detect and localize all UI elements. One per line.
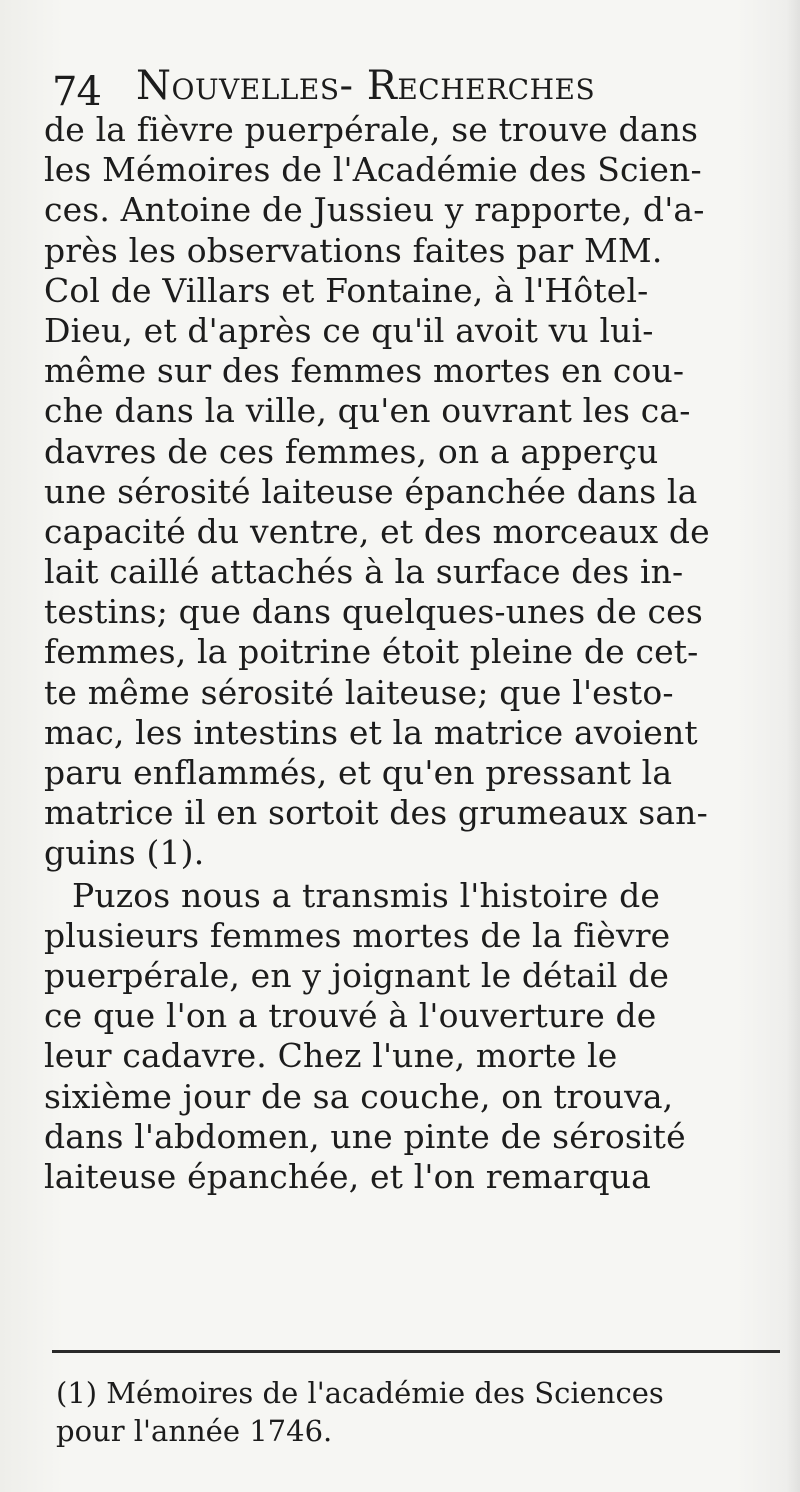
page-number: 74 [52,69,101,115]
text-line: Dieu, et d'après ce qu'il avoit vu lui- [44,310,654,350]
text-line: che dans la ville, qu'en ouvrant les ca- [44,391,691,431]
text-line: ce que l'on a trouvé à l'ouverture de [44,996,657,1036]
text-line: de la fièvre puerpérale, se trouve dans [44,110,699,149]
text-line: près les observations faites par MM. [44,230,663,270]
text-line: guins (1). [44,833,205,873]
text-line: sixième jour de sa couche, on trouva, [44,1076,674,1116]
text-line: paru enflammés, et qu'en pressant la [44,753,673,792]
text-line: les Mémoires de l'Académie des Scien- [44,150,702,190]
text-line: davres de ces femmes, on a apperçu [44,431,659,471]
footnote [56,1374,786,1450]
footnote-line: pour l'année 1746. [56,1414,333,1448]
text-line: testins; que dans quelques-unes de ces [44,592,703,632]
text-line: plusieurs femmes mortes de la fièvre [44,915,671,955]
text-line: laiteuse épanchée, et l'on remarqua [44,1156,652,1196]
text-line: leur cadavre. Chez l'une, morte le [44,1036,618,1076]
text-line: même sur des femmes mortes en cou- [44,351,685,391]
text-line: te même sérosité laiteuse; que l'esto- [44,672,674,712]
text-line: ces. Antoine de Jussieu y rapporte, d'a- [44,190,705,230]
text-line: femmes, la poitrine étoit pleine de cet- [44,632,699,672]
body-text [44,110,784,1197]
page-header [52,63,772,115]
text-line: une sérosité laiteuse épanchée dans la [44,471,698,511]
text-line: puerpérale, en y joignant le détail de [44,955,670,995]
running-head: Nouvelles- Recherches [136,63,596,109]
text-line: dans l'abdomen, une pinte de sérosité [44,1116,686,1156]
footnote-rule [52,1350,780,1353]
text-line: lait caillé attachés à la surface des in- [44,552,684,592]
text-line: mac, les intestins et la matrice avoient [44,712,698,752]
page-edge-shadow [786,0,800,1492]
text-line: capacité du ventre, et des morceaux de [44,511,710,551]
text-line: matrice il en sortoit des grumeaux san- [44,793,708,833]
text-line: Puzos nous a transmis l'histoire de [72,875,661,915]
text-line: Col de Villars et Fontaine, à l'Hôtel- [44,270,649,310]
footnote-line: (1) Mémoires de l'académie des Sciences [56,1376,664,1410]
